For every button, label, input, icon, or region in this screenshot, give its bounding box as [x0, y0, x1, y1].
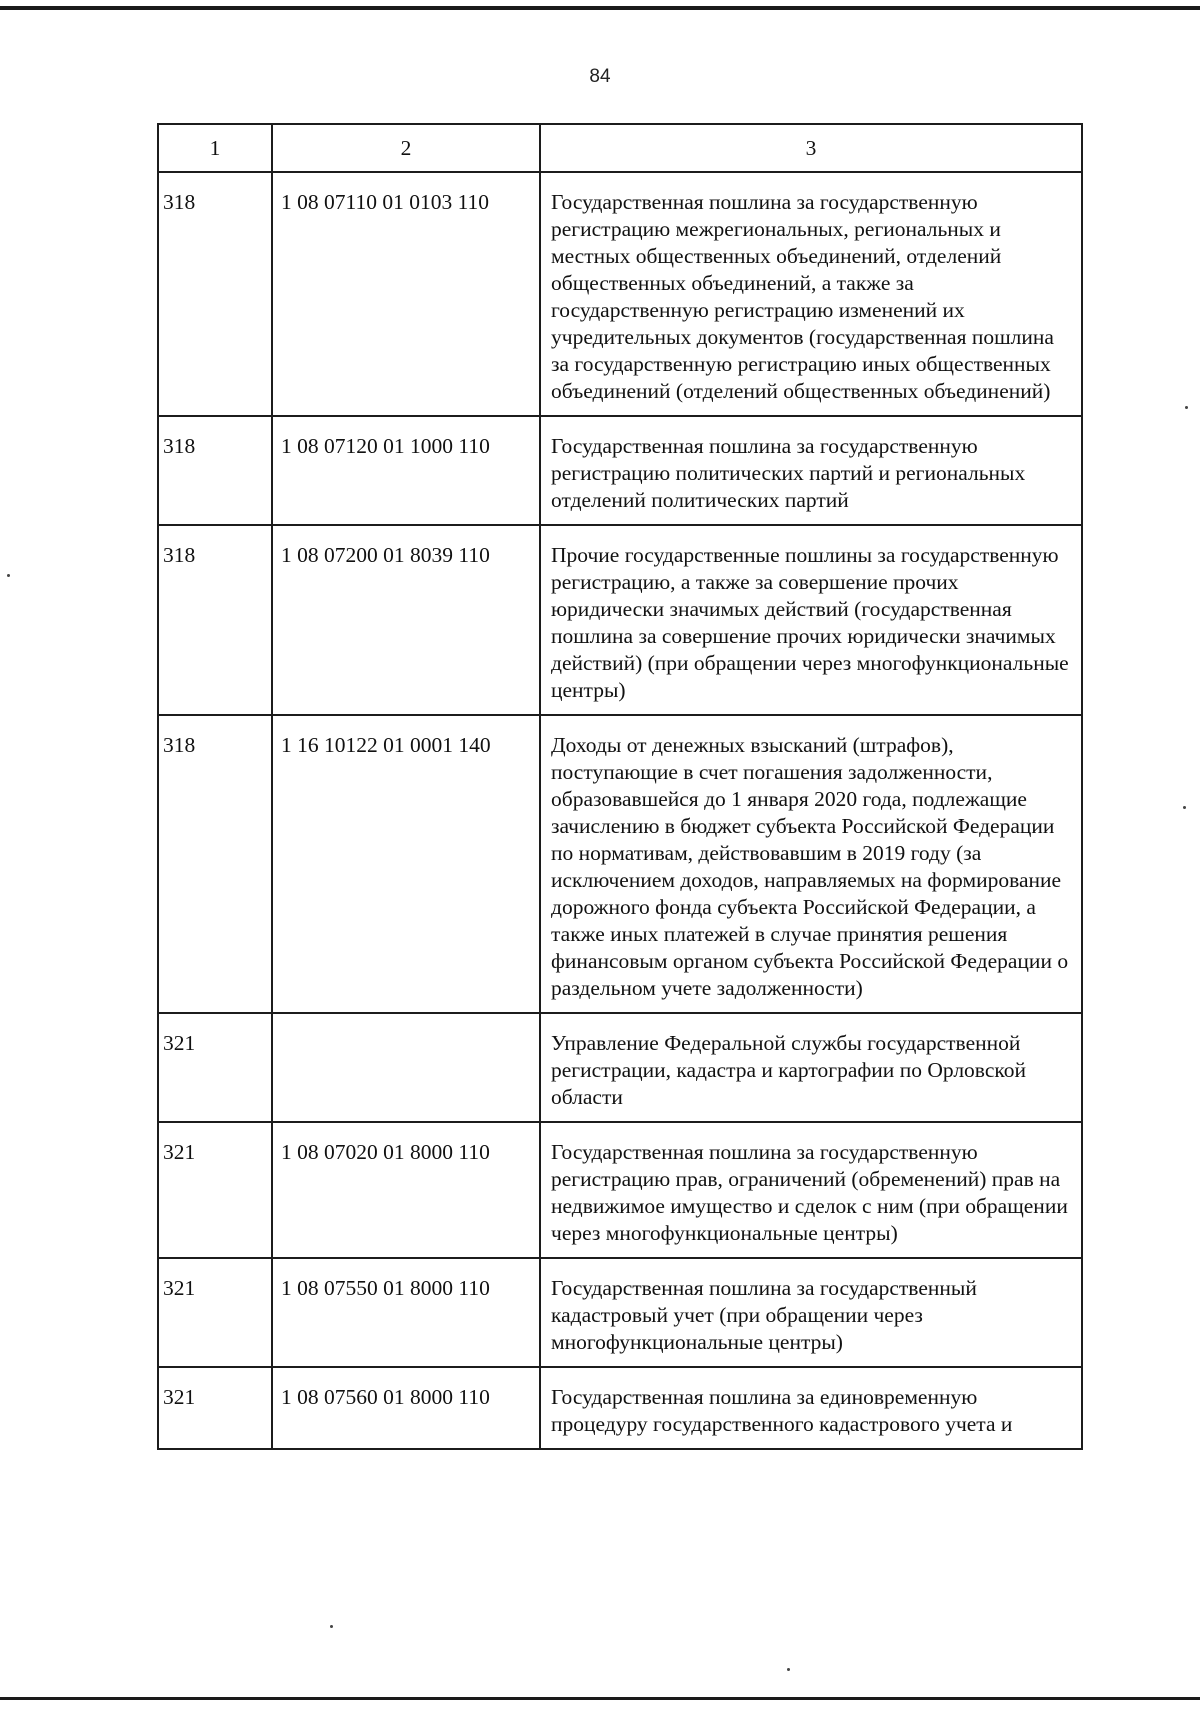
revenue-name-cell: Государственная пошлина за государственный кадастровый учет (при обращении через многофункциональные центры) [540, 1258, 1082, 1367]
column-header-1: 1 [158, 124, 272, 172]
budget-code-cell: 1 16 10122 01 0001 140 [272, 715, 540, 1013]
revenue-name-cell: Доходы от денежных взысканий (штрафов), поступающие в счет погашения задолженности, образовавшейся до 1 января 2020 года, подлежащие зачислению в бюджет субъекта Российской Федерации по нормативам, действовавшим в 2019 году (за исключением доходов, направляемых на формирование дорожного фонда субъекта Российской Федерации, а также иных платежей в случае принятия решения финансовым органом субъекта Российской Федерации о раздельном учете задолженности) [540, 715, 1082, 1013]
scan-speck [1185, 406, 1188, 409]
table-row [158, 1258, 1082, 1367]
budget-code-cell: 1 08 07200 01 8039 110 [272, 525, 540, 715]
column-header-2: 2 [272, 124, 540, 172]
scan-edge-bottom [0, 1697, 1200, 1700]
admin-code-cell: 318 [158, 525, 272, 715]
scan-edge-top [0, 6, 1200, 10]
admin-code-cell: 318 [158, 416, 272, 525]
scan-speck [1183, 806, 1186, 809]
revenue-name-cell: Государственная пошлина за единовременную процедуру государственного кадастрового учета и [540, 1367, 1082, 1449]
budget-code-cell: 1 08 07110 01 0103 110 [272, 172, 540, 416]
page-number: 84 [589, 66, 611, 87]
budget-code-cell: 1 08 07020 01 8000 110 [272, 1122, 540, 1258]
admin-code-cell: 321 [158, 1367, 272, 1449]
table-row [158, 1013, 1082, 1122]
table-header-row [158, 124, 1082, 172]
revenue-name-cell: Государственная пошлина за государственную регистрацию межрегиональных, региональных и местных общественных объединений, отделений общественных объединений, а также за государственную регистрацию изменений их учредительных документов (государственная пошлина за государственную регистрацию иных общественных объединений (отделений общественных объединений) [540, 172, 1082, 416]
budget-code-cell: 1 08 07120 01 1000 110 [272, 416, 540, 525]
table-row [158, 172, 1082, 416]
admin-code-cell: 318 [158, 715, 272, 1013]
revenue-name-cell: Государственная пошлина за государственную регистрацию прав, ограничений (обременений) прав на недвижимое имущество и сделок с ним (при обращении через многофункциональные центры) [540, 1122, 1082, 1258]
budget-code-cell: 1 08 07560 01 8000 110 [272, 1367, 540, 1449]
table-row [158, 1367, 1082, 1449]
scan-speck [7, 574, 10, 577]
budget-code-cell [272, 1013, 540, 1122]
budget-codes-table [157, 123, 1083, 1450]
table-row [158, 416, 1082, 525]
admin-code-cell: 318 [158, 172, 272, 416]
admin-code-cell: 321 [158, 1122, 272, 1258]
table-row [158, 715, 1082, 1013]
revenue-name-cell: Управление Федеральной службы государственной регистрации, кадастра и картографии по Орловской области [540, 1013, 1082, 1122]
scan-speck [787, 1668, 790, 1671]
revenue-name-cell: Государственная пошлина за государственную регистрацию политических партий и региональных отделений политических партий [540, 416, 1082, 525]
table-row [158, 525, 1082, 715]
budget-code-cell: 1 08 07550 01 8000 110 [272, 1258, 540, 1367]
scan-speck [330, 1625, 333, 1628]
revenue-name-cell: Прочие государственные пошлины за государственную регистрацию, а также за совершение прочих юридически значимых действий (государственная пошлина за совершение прочих юридически значимых действий) (при обращении через многофункциональные центры) [540, 525, 1082, 715]
table-row [158, 1122, 1082, 1258]
admin-code-cell: 321 [158, 1258, 272, 1367]
admin-code-cell: 321 [158, 1013, 272, 1122]
column-header-3: 3 [540, 124, 1082, 172]
